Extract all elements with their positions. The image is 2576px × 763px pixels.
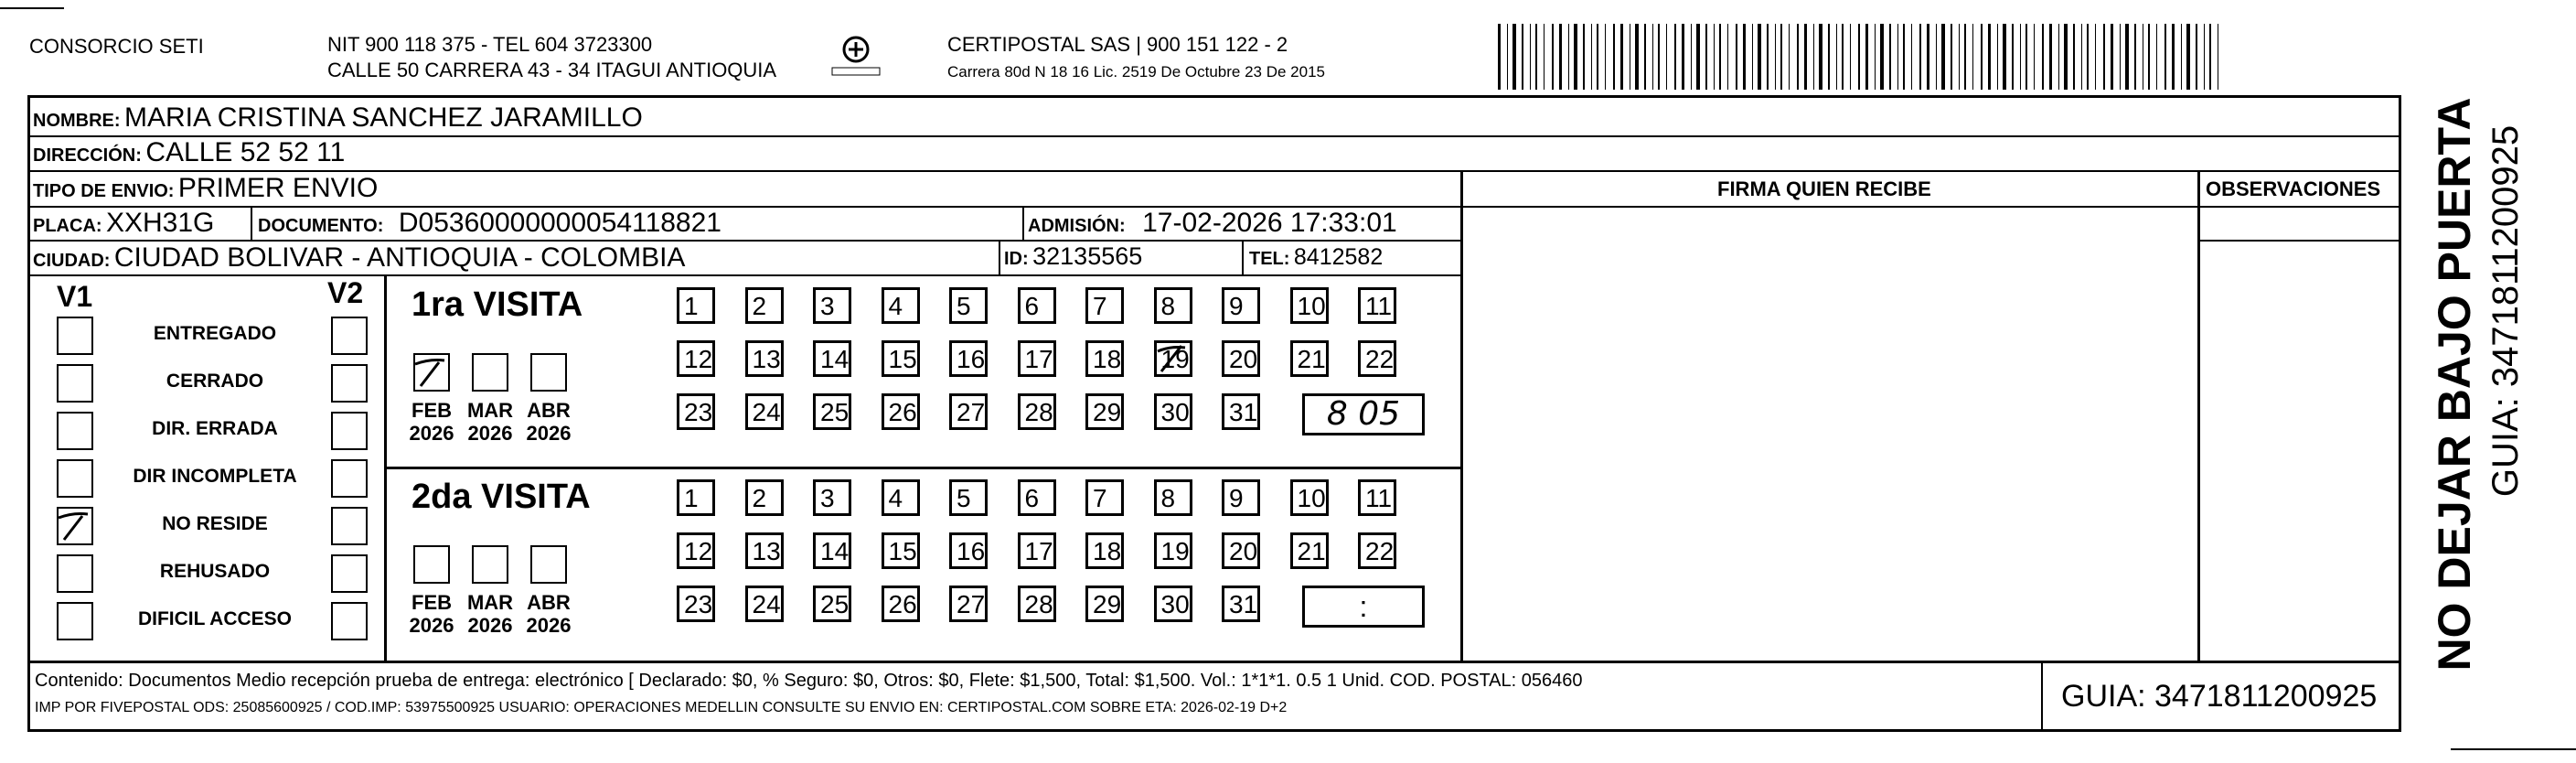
nombre-label: NOMBRE:	[33, 111, 121, 131]
v1-checkbox[interactable]	[57, 554, 93, 593]
day-box[interactable]: 17	[1018, 532, 1056, 569]
day-box[interactable]: 29	[1085, 393, 1124, 430]
day-box[interactable]: 18	[1085, 532, 1124, 569]
day-box[interactable]: 16	[949, 532, 988, 569]
ciudad-label: CIUDAD:	[33, 251, 111, 271]
day-box[interactable]: 24	[745, 586, 784, 622]
day-box[interactable]: 2	[745, 287, 784, 324]
day-box[interactable]: 22	[1358, 340, 1396, 377]
tel-field	[1249, 246, 1383, 269]
form-right-border	[2399, 95, 2401, 732]
documento-field	[258, 210, 721, 237]
v2-checkbox[interactable]	[331, 317, 368, 355]
id-field	[1004, 244, 1142, 269]
status-option-label: NO RESIDE	[162, 513, 268, 534]
day-box[interactable]: 9	[1222, 479, 1260, 516]
footer-imp: IMP POR FIVEPOSTAL ODS: 25085600925 / COD.IMP: 53975500925 USUARIO: OPERACIONES MEDELLIN CONSULTE SU ENVIO EN: CERTIPOSTAL.COM SOBRE ETA: 2026-02-19 D+2	[35, 700, 1288, 715]
day-box[interactable]: 15	[882, 340, 920, 377]
no-dejar-bajo-puerta: NO DEJAR BAJO PUERTA	[2429, 97, 2480, 672]
side-guia: GUIA: 3471811200925	[2485, 124, 2526, 498]
day-box[interactable]: 27	[949, 393, 988, 430]
month-label: MAR 2026	[466, 399, 514, 446]
day-box[interactable]: 8	[1154, 479, 1192, 516]
observaciones-left-line	[2197, 170, 2200, 662]
day-box[interactable]: 10	[1290, 287, 1329, 324]
v1-checkbox[interactable]	[57, 364, 93, 403]
day-box[interactable]: 8	[1154, 287, 1192, 324]
status-option-label: ENTREGADO	[153, 323, 277, 344]
v2-checkbox[interactable]	[331, 554, 368, 593]
visit2-title: 2da VISITA	[412, 478, 591, 516]
admision-label: ADMISIÓN:	[1028, 216, 1126, 236]
day-box[interactable]: 25	[813, 586, 851, 622]
month-checkbox[interactable]	[413, 545, 450, 584]
documento-value: D05360000000054118821	[398, 208, 721, 238]
time-box[interactable]: 8 05	[1302, 393, 1425, 435]
day-box[interactable]: 18	[1085, 340, 1124, 377]
v2-header: V2	[327, 276, 364, 309]
day-box[interactable]: 12	[677, 532, 715, 569]
day-box[interactable]: 28	[1018, 586, 1056, 622]
day-box[interactable]: 19	[1154, 532, 1192, 569]
day-box[interactable]: 7	[1085, 479, 1124, 516]
day-box[interactable]: 3	[813, 287, 851, 324]
address-line: CALLE 50 CARRERA 43 - 34 ITAGUI ANTIOQUIA	[327, 59, 777, 81]
tipo-envio-field	[33, 175, 378, 202]
certipostal-line: CERTIPOSTAL SAS | 900 151 122 - 2	[947, 33, 1288, 56]
day-box[interactable]: 24	[745, 393, 784, 430]
month-label: FEB 2026	[409, 399, 454, 446]
tipo-envio-label: TIPO DE ENVIO:	[33, 181, 175, 201]
row-line	[27, 135, 2401, 137]
v1-checkbox[interactable]	[57, 459, 93, 498]
day-box[interactable]: 25	[813, 393, 851, 430]
day-box[interactable]: 6	[1018, 479, 1056, 516]
day-box[interactable]: 16	[949, 340, 988, 377]
ciudad-value: CIUDAD BOLIVAR - ANTIOQUIA - COLOMBIA	[113, 242, 686, 273]
id-value: 32135565	[1032, 242, 1143, 270]
cell-divider	[251, 206, 252, 241]
license-line: Carrera 80d N 18 16 Lic. 2519 De Octubre 23 De 2015	[947, 63, 1325, 81]
nombre-value: MARIA CRISTINA SANCHEZ JARAMILLO	[124, 102, 643, 133]
day-box[interactable]: 11	[1358, 287, 1396, 324]
day-box[interactable]: 1	[677, 479, 715, 516]
form-top-border	[27, 95, 2401, 98]
tel-label: TEL:	[1249, 249, 1290, 269]
day-box[interactable]: 14	[813, 532, 851, 569]
v2-checkbox[interactable]	[331, 507, 368, 545]
day-box[interactable]: 4	[882, 479, 920, 516]
row-line	[2199, 240, 2401, 242]
direccion-field	[33, 139, 345, 167]
day-box[interactable]: 31	[1222, 393, 1260, 430]
tipo-envio-value: PRIMER ENVIO	[177, 173, 379, 203]
certipostal-logo	[830, 35, 882, 81]
status-option-label: DIR. ERRADA	[152, 418, 278, 439]
time-box[interactable]: :	[1302, 586, 1425, 628]
day-box[interactable]: 9	[1222, 287, 1260, 324]
day-box[interactable]: 13	[745, 532, 784, 569]
firma-left-line	[1460, 170, 1463, 662]
day-box[interactable]: 20	[1222, 340, 1260, 377]
company-name: CONSORCIO SETI	[29, 35, 204, 58]
documento-label: DOCUMENTO:	[258, 216, 384, 236]
row-line	[27, 274, 1463, 276]
status-option-label: CERRADO	[166, 371, 264, 392]
tel-value: 8412582	[1293, 244, 1384, 270]
day-box[interactable]: 7	[1085, 287, 1124, 324]
visit1-title: 1ra VISITA	[412, 285, 583, 324]
day-box[interactable]: 6	[1018, 287, 1056, 324]
month-checkbox[interactable]	[530, 353, 567, 392]
day-box[interactable]: 12	[677, 340, 715, 377]
direccion-label: DIRECCIÓN:	[33, 145, 142, 166]
day-box[interactable]: 5	[949, 287, 988, 324]
day-box[interactable]: 21	[1290, 532, 1329, 569]
day-box[interactable]: 14	[813, 340, 851, 377]
direccion-value: CALLE 52 52 11	[145, 137, 346, 167]
row-line	[27, 240, 1463, 242]
footer-divider	[2041, 661, 2043, 732]
v2-checkbox[interactable]	[331, 412, 368, 450]
visits-divider-line	[384, 467, 1461, 469]
corner-mark-bottom	[2451, 748, 2576, 750]
cell-divider	[999, 240, 1000, 274]
status-option-label: DIR INCOMPLETA	[133, 466, 297, 487]
v1-header: V1	[57, 280, 93, 313]
form-bottom-border	[27, 729, 2401, 732]
v2-checkbox[interactable]	[331, 364, 368, 403]
month-checkbox[interactable]	[472, 353, 508, 392]
day-box[interactable]: 30	[1154, 586, 1192, 622]
status-option-label: DIFICIL ACCESO	[137, 608, 292, 629]
month-label: ABR 2026	[526, 399, 572, 446]
v1-checkbox[interactable]	[57, 602, 93, 640]
firma-quien-recibe-header: FIRMA QUIEN RECIBE	[1717, 177, 1931, 200]
footer-contenido: Contenido: Documentos Medio recepción prueba de entrega: electrónico [ Declarado: $0, % Seguro: $0, Otros: $0, Flete: $1,500, Total: $1,500. Vol.: 1*1*1. 0.5 1 Unid. COD. POSTAL: 056460	[35, 671, 1583, 691]
day-box[interactable]: 2	[745, 479, 784, 516]
month-checkbox[interactable]	[472, 545, 508, 584]
cell-divider	[1022, 206, 1024, 241]
day-box[interactable]: 30	[1154, 393, 1192, 430]
day-box[interactable]: 5	[949, 479, 988, 516]
placa-field	[33, 210, 214, 237]
day-box[interactable]: 1	[677, 287, 715, 324]
v1-checkbox[interactable]	[57, 412, 93, 450]
day-box[interactable]: 23	[677, 393, 715, 430]
status-option-label: REHUSADO	[159, 561, 271, 582]
nit-line: NIT 900 118 375 - TEL 604 3723300	[327, 33, 653, 56]
barcode	[1498, 24, 2226, 90]
admision-value: 17-02-2026 17:33:01	[1142, 208, 1397, 238]
row-line	[27, 170, 2401, 172]
day-box[interactable]: 22	[1358, 532, 1396, 569]
day-box[interactable]: 4	[882, 287, 920, 324]
day-box[interactable]: 11	[1358, 479, 1396, 516]
month-checkbox[interactable]	[530, 545, 567, 584]
day-box[interactable]: 19	[1154, 340, 1192, 377]
day-box[interactable]: 26	[882, 586, 920, 622]
day-box[interactable]: 17	[1018, 340, 1056, 377]
footer-guia: GUIA: 3471811200925	[2061, 679, 2378, 714]
month-label: ABR 2026	[526, 591, 572, 638]
id-label: ID:	[1004, 249, 1029, 269]
day-box[interactable]: 3	[813, 479, 851, 516]
nombre-field	[33, 104, 643, 132]
month-label: FEB 2026	[409, 591, 454, 638]
day-box[interactable]: 21	[1290, 340, 1329, 377]
cell-divider	[1242, 240, 1244, 274]
v1-checkbox[interactable]	[57, 317, 93, 355]
v2-checkbox[interactable]	[331, 602, 368, 640]
placa-value: XXH31G	[106, 208, 215, 238]
observaciones-header: OBSERVACIONES	[2206, 177, 2381, 200]
day-box[interactable]: 13	[745, 340, 784, 377]
form-left-border	[27, 95, 30, 732]
day-box[interactable]: 26	[882, 393, 920, 430]
admision-field	[1028, 210, 1397, 237]
v2-checkbox[interactable]	[331, 459, 368, 498]
day-box[interactable]: 31	[1222, 586, 1260, 622]
v1-checkbox[interactable]	[57, 507, 93, 545]
placa-label: PLACA:	[33, 216, 102, 236]
day-box[interactable]: 23	[677, 586, 715, 622]
day-box[interactable]: 28	[1018, 393, 1056, 430]
day-box[interactable]: 27	[949, 586, 988, 622]
day-box[interactable]: 15	[882, 532, 920, 569]
corner-mark	[0, 7, 64, 9]
ciudad-field	[33, 244, 685, 272]
day-box[interactable]: 10	[1290, 479, 1329, 516]
month-label: MAR 2026	[466, 591, 514, 638]
day-box[interactable]: 29	[1085, 586, 1124, 622]
day-box[interactable]: 20	[1222, 532, 1260, 569]
month-checkbox[interactable]	[413, 353, 450, 392]
